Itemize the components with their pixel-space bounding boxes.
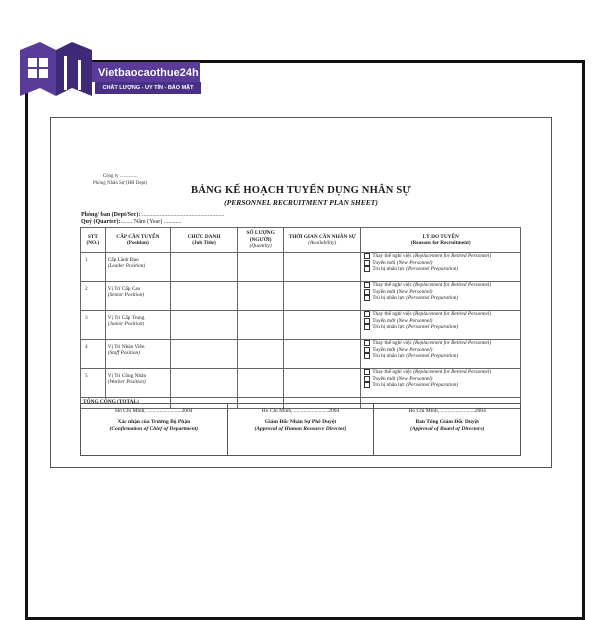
reason-option[interactable]: Tuyển mới (New Personnel)	[364, 318, 518, 325]
reason-option[interactable]: Trù bị nhân lực (Personnel Preparation)	[364, 266, 518, 273]
approval-place-date[interactable]: Ho Chi Minh, .........................2004	[408, 408, 486, 414]
reason-option[interactable]: Tuyển mới (New Personnel)	[364, 260, 518, 267]
table-row	[81, 253, 521, 282]
checkbox-icon[interactable]	[364, 289, 370, 295]
reason-option[interactable]: Thay thế nghỉ việc (Replacement for Retired Personnel)	[364, 253, 518, 260]
company-line: Công ty ..............	[102, 174, 138, 179]
approval-block	[81, 404, 227, 455]
table-row	[81, 369, 521, 398]
reason-option[interactable]: Trù bị nhân lực (Personnel Preparation)	[364, 324, 518, 331]
cell-availability[interactable]	[284, 311, 361, 340]
approval-title-en: (Approval of Board of Directors)	[410, 425, 485, 432]
logo-name: Vietbaocaothue24h	[98, 67, 199, 79]
cell-reasons	[361, 340, 521, 369]
checkbox-icon[interactable]	[364, 311, 370, 317]
approval-title: Xác nhận của Trưởng Bộ Phận	[117, 418, 191, 425]
col-level: CẤP CẦN TUYỂN (Position)	[105, 228, 170, 253]
cell-quantity[interactable]	[238, 282, 284, 311]
cell-reasons	[361, 311, 521, 340]
reason-option[interactable]: Thay thế nghỉ việc (Replacement for Retired Personnel)	[364, 369, 518, 376]
dept-line: Phòng Nhân Sự (HR Dept)	[93, 181, 148, 186]
checkbox-icon[interactable]	[364, 282, 370, 288]
cell-job-title[interactable]	[171, 253, 238, 282]
approval-block	[227, 404, 374, 455]
reason-option[interactable]: Tuyển mới (New Personnel)	[364, 347, 518, 354]
cell-quantity[interactable]	[238, 340, 284, 369]
approval-title: Giám Đốc Nhân Sự Phê Duyệt	[264, 418, 337, 425]
page-subtitle: (PERSONNEL RECRUITMENT PLAN SHEET)	[224, 198, 378, 207]
row-number: 3	[81, 311, 106, 340]
checkbox-icon[interactable]	[364, 369, 370, 375]
cell-reasons	[361, 282, 521, 311]
checkbox-icon[interactable]	[364, 353, 370, 359]
logo-tagline: CHẤT LƯỢNG - UY TÍN - BẢO MẬT	[95, 82, 201, 94]
row-number: 4	[81, 340, 106, 369]
recruitment-table	[80, 227, 521, 409]
row-position: Cấp Lãnh Đạo (Leader Position)	[105, 253, 170, 282]
approval-place-date[interactable]: Ho Chi Minh, .........................2004	[261, 408, 340, 414]
approval-block	[373, 404, 520, 455]
approval-place-date[interactable]: Ho Chi Minh, .........................2004	[115, 408, 193, 414]
cell-job-title[interactable]	[171, 311, 238, 340]
checkbox-icon[interactable]	[364, 253, 370, 259]
col-quantity: SỐ LƯỢNG (NGƯỜI) (Quantity)	[238, 228, 284, 253]
approval-title-en: (Approval of Human Resource Director)	[254, 425, 347, 432]
cell-availability[interactable]	[284, 340, 361, 369]
cell-quantity[interactable]	[238, 311, 284, 340]
row-position: Vị Trí Cấp Trung (Junior Position)	[105, 311, 170, 340]
reason-option[interactable]: Tuyển mới (New Personnel)	[364, 376, 518, 383]
reason-option[interactable]: Trù bị nhân lực (Personnel Preparation)	[364, 353, 518, 360]
checkbox-icon[interactable]	[364, 318, 370, 324]
table-row	[81, 282, 521, 311]
reason-option[interactable]: Trù bị nhân lực (Personnel Preparation)	[364, 382, 518, 389]
col-job-title: CHỨC DANH (Job Title)	[171, 228, 238, 253]
cell-job-title[interactable]	[171, 282, 238, 311]
table-row	[81, 340, 521, 369]
reason-option[interactable]: Thay thế nghỉ việc (Replacement for Retired Personnel)	[364, 311, 518, 318]
row-number: 5	[81, 369, 106, 398]
checkbox-icon[interactable]	[364, 295, 370, 301]
approval-title: Ban Tổng Giám Đốc Duyệt	[415, 418, 479, 425]
checkbox-icon[interactable]	[364, 340, 370, 346]
row-position: Vị Trí Cấp Cao (Senior Position)	[105, 282, 170, 311]
row-position: Vị Trí Công Nhân (Worker Position)	[105, 369, 170, 398]
row-number: 2	[81, 282, 106, 311]
checkbox-icon[interactable]	[364, 347, 370, 353]
quarter-field	[81, 219, 182, 225]
approval-title-en: (Confirmation of Chief of Department)	[109, 425, 199, 432]
dept-field	[81, 212, 224, 218]
cell-quantity[interactable]	[238, 253, 284, 282]
cell-quantity[interactable]	[238, 369, 284, 398]
checkbox-icon[interactable]	[364, 266, 370, 272]
reason-option[interactable]: Thay thế nghỉ việc (Replacement for Retired Personnel)	[364, 282, 518, 289]
reason-option[interactable]: Tuyển mới (New Personnel)	[364, 289, 518, 296]
table-row	[81, 311, 521, 340]
approvals-section	[80, 403, 521, 456]
checkbox-icon[interactable]	[364, 376, 370, 382]
reason-option[interactable]: Trù bị nhân lực (Personnel Preparation)	[364, 295, 518, 302]
checkbox-icon[interactable]	[364, 324, 370, 330]
cell-availability[interactable]	[284, 253, 361, 282]
checkbox-icon[interactable]	[364, 260, 370, 266]
dept-label: Phòng/ ban (Dept/Sec):	[81, 212, 141, 218]
row-position: Vị Trí Nhân Viên (Staff Position)	[105, 340, 170, 369]
quarter-label: Quý (Quarter):	[81, 219, 121, 225]
total-label: TỔNG CỘNG (TOTAL)	[81, 398, 171, 409]
quarter-dots: ........ Năm (Year) ............	[120, 219, 182, 225]
page-title: BẢNG KẾ HOẠCH TUYỂN DỤNG NHÂN SỰ	[191, 185, 411, 196]
col-availability: THỜI GIAN CẦN NHÂN SỰ (Availability)	[284, 228, 361, 253]
dept-dots: .......................................................	[140, 212, 225, 218]
checkbox-icon[interactable]	[364, 382, 370, 388]
cell-job-title[interactable]	[171, 369, 238, 398]
cell-availability[interactable]	[284, 369, 361, 398]
row-number: 1	[81, 253, 106, 282]
cell-reasons	[361, 369, 521, 398]
cell-job-title[interactable]	[171, 340, 238, 369]
document-sheet	[50, 117, 552, 468]
cell-availability[interactable]	[284, 282, 361, 311]
col-stt: STT (NO.)	[81, 228, 106, 253]
col-reason: LÝ DO TUYỂN (Reasons for Recruitment)	[361, 228, 521, 253]
reason-option[interactable]: Thay thế nghỉ việc (Replacement for Retired Personnel)	[364, 340, 518, 347]
cell-reasons	[361, 253, 521, 282]
